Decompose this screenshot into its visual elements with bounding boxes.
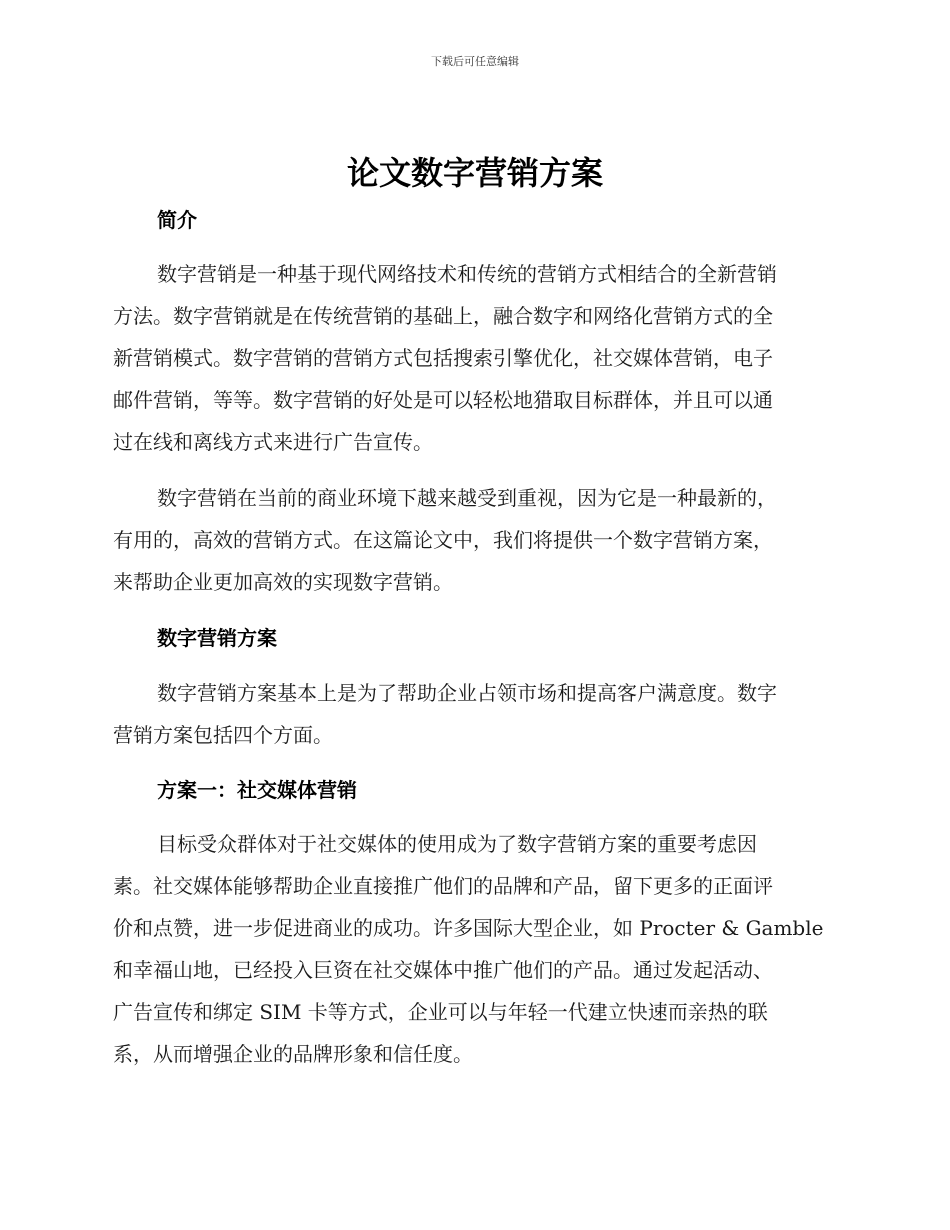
text-line: 方法。数字营销就是在传统营销的基础上，融合数字和网络化营销方式的全 (113, 304, 773, 328)
document-title: 论文数字营销方案 (346, 154, 603, 192)
text-line: 素。社交媒体能够帮助企业直接推广他们的品牌和产品，留下更多的正面评 (113, 874, 773, 898)
text-line: 价和点赞，进一步促进商业的成功。许多国际大型企业，如 Procter & Gamble (113, 916, 824, 940)
page-header: 下载后可任意编辑 (431, 55, 519, 68)
text-line: 营销方案包括四个方面。 (113, 723, 333, 747)
plan-paragraph-1 (113, 672, 838, 756)
section-heading-plan-1: 方案一：社交媒体营销 (157, 778, 357, 802)
intro-paragraph-1 (113, 253, 838, 463)
text-line: 和幸福山地，已经投入巨资在社交媒体中推广他们的产品。通过发起活动、 (113, 958, 773, 982)
text-line: 邮件营销，等等。数字营销的好处是可以轻松地猎取目标群体，并且可以通 (113, 388, 773, 412)
section-heading-intro: 简介 (157, 208, 197, 232)
text-line: 过在线和离线方式来进行广告宣传。 (113, 430, 433, 454)
text-line: 系，从而增强企业的品牌形象和信任度。 (113, 1042, 473, 1066)
text-line: 数字营销方案基本上是为了帮助企业占领市场和提高客户满意度。数字 (157, 681, 777, 705)
section-heading-plan: 数字营销方案 (157, 626, 277, 650)
text-line: 广告宣传和绑定 SIM 卡等方式，企业可以与年轻一代建立快速而亲热的联 (113, 1000, 768, 1024)
text-line: 数字营销在当前的商业环境下越来越受到重视，因为它是一种最新的， (157, 486, 777, 510)
plan-1-paragraph-1 (113, 823, 838, 1075)
text-line: 新营销模式。数字营销的营销方式包括搜索引擎优化，社交媒体营销，电子 (113, 346, 773, 370)
text-line: 来帮助企业更加高效的实现数字营销。 (113, 570, 453, 594)
text-line: 目标受众群体对于社交媒体的使用成为了数字营销方案的重要考虑因 (157, 832, 757, 856)
intro-paragraph-2 (113, 477, 838, 603)
text-line: 有用的，高效的营销方式。在这篇论文中，我们将提供一个数字营销方案， (113, 528, 773, 552)
text-line: 数字营销是一种基于现代网络技术和传统的营销方式相结合的全新营销 (157, 262, 777, 286)
